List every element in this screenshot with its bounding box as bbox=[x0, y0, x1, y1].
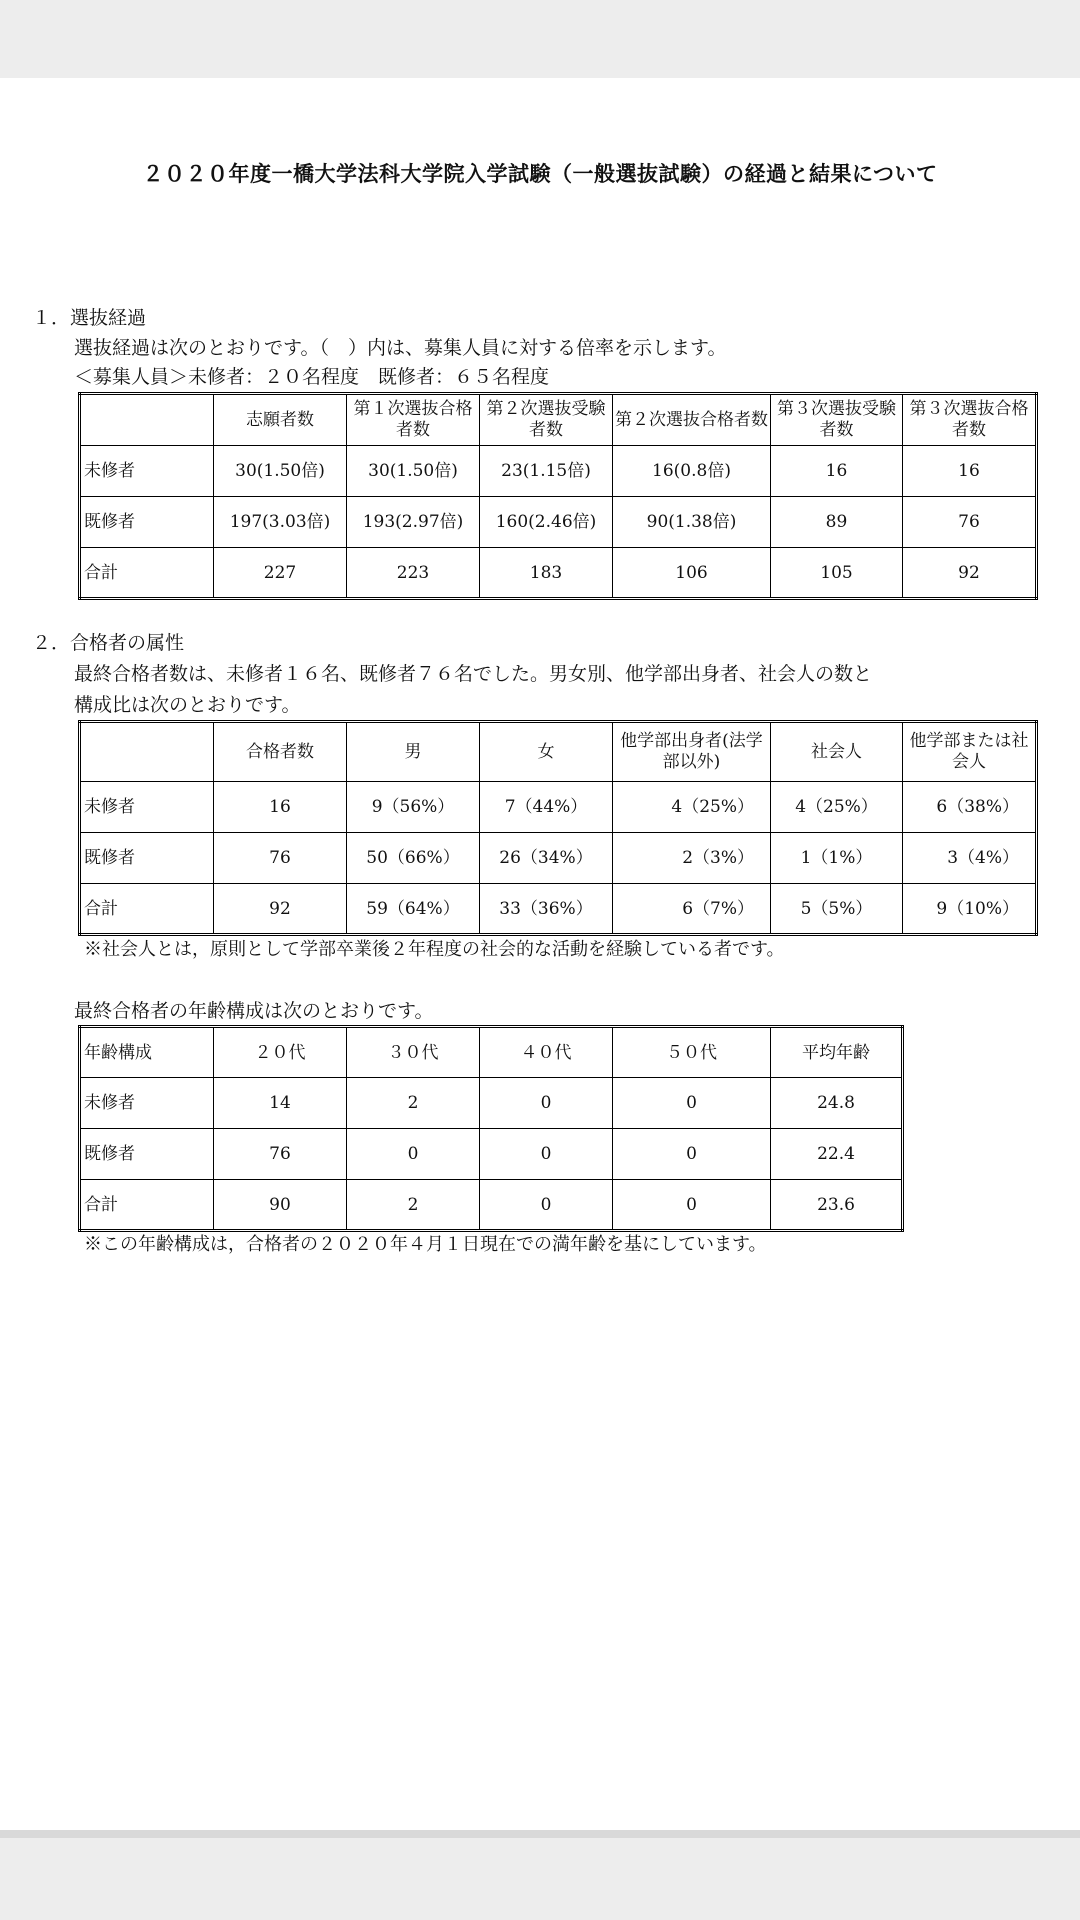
header-cell bbox=[80, 722, 214, 782]
table-cell: 227 bbox=[214, 548, 347, 599]
header-cell: ２０代 bbox=[214, 1027, 347, 1078]
header-cell: ５０代 bbox=[613, 1027, 771, 1078]
table-row bbox=[80, 833, 1037, 884]
row-label: 未修者 bbox=[80, 1078, 214, 1129]
row-label: 未修者 bbox=[80, 782, 214, 833]
table-cell: 76 bbox=[214, 833, 347, 884]
header-cell: 男 bbox=[347, 722, 480, 782]
header-cell: 第２次選抜合格者数 bbox=[613, 394, 771, 446]
table-cell: 90 bbox=[214, 1180, 347, 1231]
table-cell: 59（64%） bbox=[347, 884, 480, 935]
table-header-row bbox=[80, 1027, 903, 1078]
header-cell: 合格者数 bbox=[214, 722, 347, 782]
table-cell: 9（56%） bbox=[347, 782, 480, 833]
row-label: 既修者 bbox=[80, 833, 214, 884]
table-cell: 16(0.8倍) bbox=[613, 446, 771, 497]
table-cell: 4（25%） bbox=[613, 782, 771, 833]
page-bottom-edge bbox=[0, 1830, 1080, 1838]
table-cell: 0 bbox=[480, 1078, 613, 1129]
table-cell: 7（44%） bbox=[480, 782, 613, 833]
header-cell: 第２次選抜受験者数 bbox=[480, 394, 613, 446]
section2-description: 最終合格者数は、未修者１６名、既修者７６名でした。男女別、他学部出身者、社会人の数と bbox=[74, 663, 873, 685]
table-cell: 92 bbox=[903, 548, 1037, 599]
table-cell: 0 bbox=[613, 1129, 771, 1180]
selection-process-table bbox=[78, 392, 1038, 600]
section1-recruitment: ＜募集人員＞未修者：２０名程度 既修者：６５名程度 bbox=[74, 366, 550, 388]
header-cell: 他学部または社会人 bbox=[903, 722, 1037, 782]
table-cell: 33（36%） bbox=[480, 884, 613, 935]
table-row bbox=[80, 446, 1037, 497]
table-cell: 9（10%） bbox=[903, 884, 1037, 935]
table-cell: 4（25%） bbox=[771, 782, 903, 833]
section1-heading: １．選抜経過 bbox=[32, 307, 147, 329]
row-label: 既修者 bbox=[80, 1129, 214, 1180]
table-cell: 16 bbox=[903, 446, 1037, 497]
row-label: 合計 bbox=[80, 884, 214, 935]
header-cell: ４０代 bbox=[480, 1027, 613, 1078]
table-cell: 105 bbox=[771, 548, 903, 599]
table-cell: 89 bbox=[771, 497, 903, 548]
table-cell: 16 bbox=[214, 782, 347, 833]
table-cell: 92 bbox=[214, 884, 347, 935]
working-adult-note: ※社会人とは，原則として学部卒業後２年程度の社会的な活動を経験している者です。 bbox=[84, 939, 785, 960]
table-cell: 160(2.46倍) bbox=[480, 497, 613, 548]
table-cell: 24.8 bbox=[771, 1078, 903, 1129]
header-cell bbox=[80, 394, 214, 446]
table-cell: 6（7%） bbox=[613, 884, 771, 935]
table-cell: 2 bbox=[347, 1180, 480, 1231]
row-label: 合計 bbox=[80, 1180, 214, 1231]
table-header-row bbox=[80, 722, 1037, 782]
table-cell: 1（1%） bbox=[771, 833, 903, 884]
table-cell: 26（34%） bbox=[480, 833, 613, 884]
table-cell: 14 bbox=[214, 1078, 347, 1129]
table-cell: 22.4 bbox=[771, 1129, 903, 1180]
header-cell: 第１次選抜合格者数 bbox=[347, 394, 480, 446]
table-cell: 0 bbox=[480, 1180, 613, 1231]
table-cell: 6（38%） bbox=[903, 782, 1037, 833]
document-title: ２０２０年度一橋大学法科大学院入学試験（一般選抜試験）の経過と結果について bbox=[142, 162, 938, 186]
table-row bbox=[80, 548, 1037, 599]
age-composition-intro: 最終合格者の年齢構成は次のとおりです。 bbox=[74, 1000, 434, 1022]
attributes-table bbox=[78, 720, 1038, 936]
header-cell: 平均年齢 bbox=[771, 1027, 903, 1078]
table-row bbox=[80, 884, 1037, 935]
table-row bbox=[80, 782, 1037, 833]
table-row bbox=[80, 497, 1037, 548]
table-cell: 193(2.97倍) bbox=[347, 497, 480, 548]
table-cell: 0 bbox=[613, 1078, 771, 1129]
table-cell: 30(1.50倍) bbox=[214, 446, 347, 497]
table-row bbox=[80, 1180, 903, 1231]
table-cell: 197(3.03倍) bbox=[214, 497, 347, 548]
table-row bbox=[80, 1129, 903, 1180]
table-cell: 23(1.15倍) bbox=[480, 446, 613, 497]
table-cell: 106 bbox=[613, 548, 771, 599]
row-label: 既修者 bbox=[80, 497, 214, 548]
row-label: 未修者 bbox=[80, 446, 214, 497]
section1-description: 選抜経過は次のとおりです。（ ）内は、募集人員に対する倍率を示します。 bbox=[74, 337, 727, 359]
table-cell: 5（5%） bbox=[771, 884, 903, 935]
table-cell: 76 bbox=[903, 497, 1037, 548]
table-cell: 30(1.50倍) bbox=[347, 446, 480, 497]
table-cell: 2（3%） bbox=[613, 833, 771, 884]
header-cell: 社会人 bbox=[771, 722, 903, 782]
table-cell: 50（66%） bbox=[347, 833, 480, 884]
age-note: ※この年齢構成は，合格者の２０２０年４月１日現在での満年齢を基にしています。 bbox=[84, 1234, 767, 1255]
table-cell: 0 bbox=[480, 1129, 613, 1180]
table-cell: 223 bbox=[347, 548, 480, 599]
age-composition-table bbox=[78, 1025, 904, 1232]
header-cell: ３０代 bbox=[347, 1027, 480, 1078]
row-label: 合計 bbox=[80, 548, 214, 599]
table-cell: 3（4%） bbox=[903, 833, 1037, 884]
table-cell: 183 bbox=[480, 548, 613, 599]
table-header-row bbox=[80, 394, 1037, 446]
section2-description-cont: 構成比は次のとおりです。 bbox=[74, 694, 301, 716]
header-cell: 年齢構成 bbox=[80, 1027, 214, 1078]
table-row bbox=[80, 1078, 903, 1129]
table-cell: 0 bbox=[347, 1129, 480, 1180]
table-cell: 23.6 bbox=[771, 1180, 903, 1231]
header-cell: 志願者数 bbox=[214, 394, 347, 446]
table-cell: 2 bbox=[347, 1078, 480, 1129]
header-cell: 第３次選抜受験者数 bbox=[771, 394, 903, 446]
header-cell: 他学部出身者(法学部以外) bbox=[613, 722, 771, 782]
table-cell: 76 bbox=[214, 1129, 347, 1180]
header-cell: 第３次選抜合格者数 bbox=[903, 394, 1037, 446]
table-cell: 90(1.38倍) bbox=[613, 497, 771, 548]
table-cell: 0 bbox=[613, 1180, 771, 1231]
section2-heading: ２．合格者の属性 bbox=[32, 632, 185, 654]
header-cell: 女 bbox=[480, 722, 613, 782]
table-cell: 16 bbox=[771, 446, 903, 497]
